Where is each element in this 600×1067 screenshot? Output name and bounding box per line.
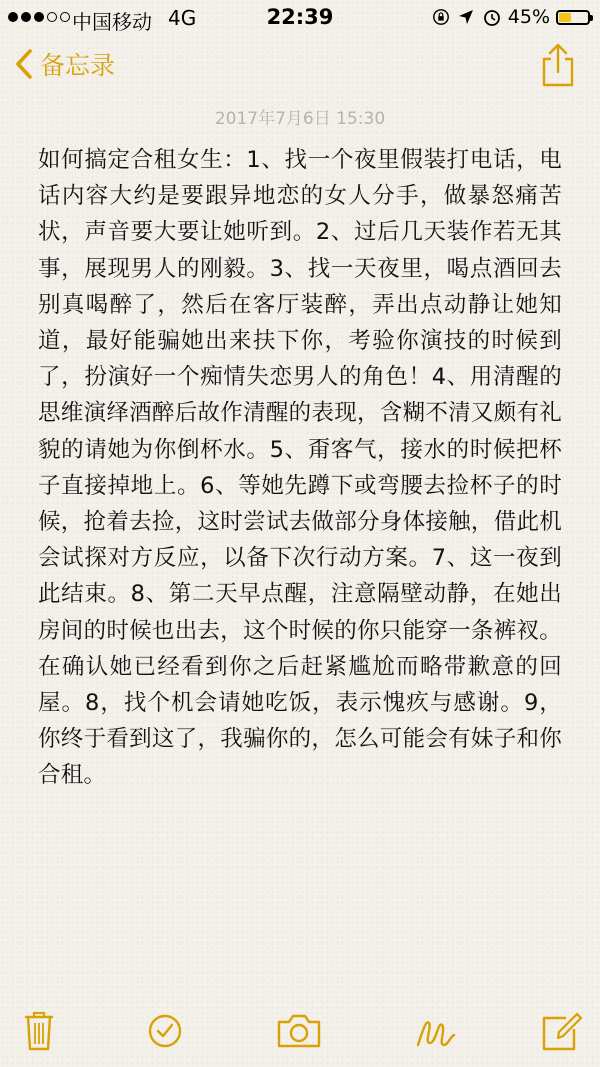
delete-button[interactable] <box>14 1005 64 1055</box>
carrier-name: 中国移动 <box>72 10 152 34</box>
sketch-icon <box>410 1005 460 1055</box>
battery-icon <box>556 10 590 25</box>
note-body-text[interactable]: 如何搞定合租女生：1、找一个夜里假装打电话，电话内容大约是要跟异地恋的女人分手，做暴怒痛苦状，声音要大要让她听到。2、过后几天装作若无其事，展现男人的刚毅。3、找一天夜里，喝点酒回去别真喝醉了，然后在客厅装醉，弄出点动静让她知道，最好能骗她出来扶下你，考验你演技的时候到了，扮演好一个痴情失恋男人的角色！4、用清醒的思维演绎酒醉后故作清醒的表现，含糊不清又颇有礼貌的请她为你倒杯水。5、甭客气，接水的时候把杯子直接掉地上。6、等她先蹲下或弯腰去捡杯子的时候，抢着去捡，这时尝试去做部分身体接触，借此机会试探对方反应，以备下次行动方案。7、这一夜到此结束。8、第二天早点醒，注意隔壁动静，在她出房间的时候也出去，这个时候的你只能穿一条裤衩。在确认她已经看到你之后赶紧尴尬而略带歉意的回屋。8，找个机会请她吃饭，表示愧疚与感谢。9，你终于看到这了，我骗你的，怎么可能会有妹子和你合租。 <box>38 147 562 789</box>
battery-percent: 45% <box>507 6 550 28</box>
back-label: 备忘录 <box>40 51 116 80</box>
network-type: 4G <box>168 6 197 30</box>
camera-icon <box>274 1005 324 1055</box>
battery-fill <box>559 13 571 22</box>
sketch-button[interactable] <box>410 1005 460 1055</box>
checklist-icon <box>140 1005 190 1055</box>
chevron-left-icon <box>14 48 34 80</box>
camera-button[interactable] <box>274 1005 324 1055</box>
location-icon <box>456 7 476 27</box>
checklist-button[interactable] <box>140 1005 190 1055</box>
rotation-lock-icon <box>432 7 450 27</box>
trash-icon <box>14 1005 64 1055</box>
nav-bar <box>0 34 600 100</box>
compose-button[interactable] <box>536 1005 586 1055</box>
status-time: 22:39 <box>266 5 334 29</box>
alarm-icon <box>482 7 502 27</box>
compose-icon <box>536 1005 586 1055</box>
share-icon <box>538 42 578 88</box>
back-button[interactable] <box>14 46 115 82</box>
share-button[interactable] <box>538 42 578 88</box>
status-bar <box>0 0 600 34</box>
bottom-toolbar <box>0 997 600 1067</box>
note-timestamp: 2017年7月6日 15:30 <box>214 109 386 129</box>
